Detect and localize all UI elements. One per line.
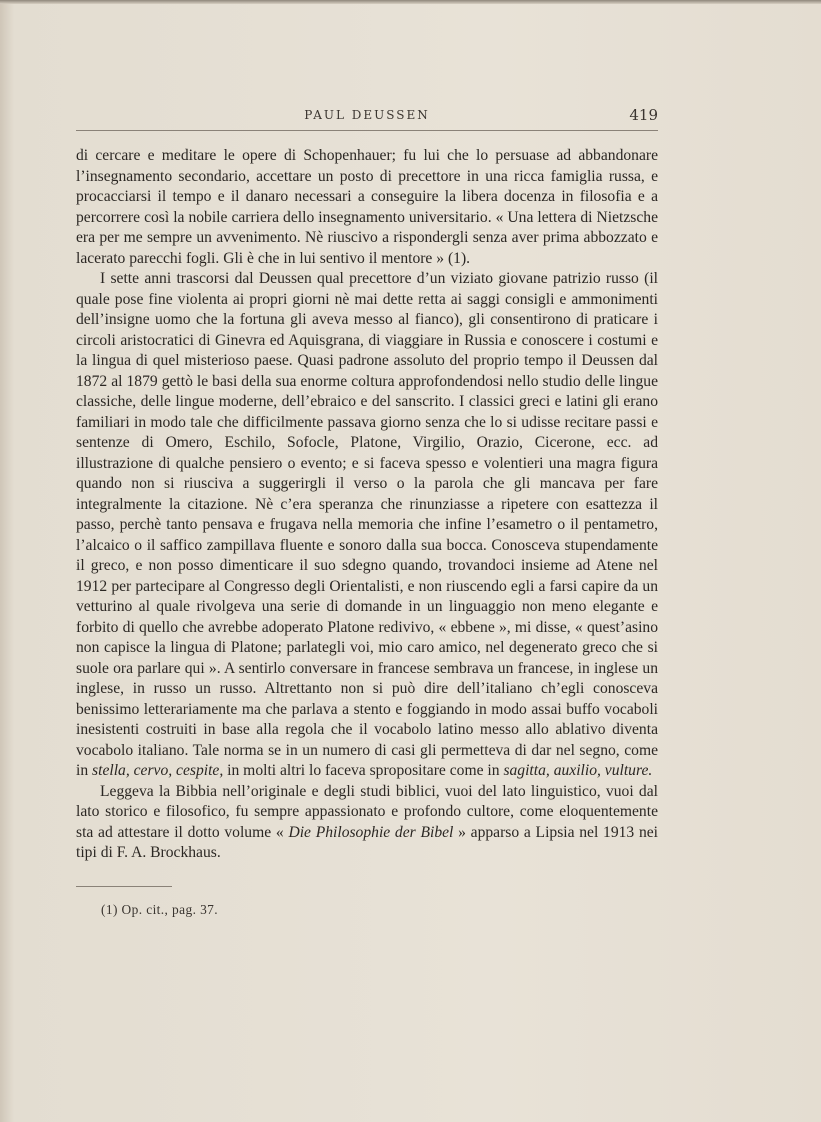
paragraph-2-text: I sette anni trascorsi dal Deussen qual precettore d’un viziato giovane patrizio russo (il quale pose fine violenta ai propri giorni nè mai dette retta ai saggi consigli e ammonimenti dell’insigne uomo che la fortuna gli aveva messo al fianco), gli consentirono di praticare i circoli aristocratici di Ginevra ed Aquisgrana, di viaggiare in Russia e conoscere i costumi e la lingua di quel misterioso paese. Quasi padrone assoluto del proprio tempo il Deussen dal 1872 al 1879 gettò le basi della sua enorme coltura approfondendosi nello studio delle lingue classiche, delle lingue moderne, dell’ebraico e del sanscrito. I classici greci e latini gli erano familiari in modo tale che difficilmente passava giorno senza che lo si udisse recitare passi e sentenze di Omero, Eschilo, Sofocle, Platone, Virgilio, Orazio, Cicerone, ecc. ad illustrazione di qualche pensiero o evento; e si faceva spesso e volentieri una magra figura quando non si riusciva a suggerirgli il verso o la parola che gli mancava per fare integralmente la citazione. Nè c’era speranza che rinunziasse a ripetere con esattezza il passo, perchè tanto pensava e frugava nella memoria che infine l’esametro o il pentametro, l’alcaico o il saffico zampillava fluente e sonoro dalla sua bocca. Conosceva stupendamente il greco, e non posso dimenticare il suo sdegno quando, trovandoci insieme ad Atene nel 1912 per partecipare al Congresso degli Orientalisti, e non riuscendo egli a farsi capire da un vetturino al quale rivolgeva una serie di domande in un linguaggio non meno elegante e forbito di quello che avrebbe adoperato Platone redivivo, « ebbene », mi disse, « quest’asino non capisce la lingua di Platone; parlategli voi, mio caro amico, nel degenerato greco che si suole ora parlare qui ». A sentirlo conversare in francese sembrava un francese, in inglese un inglese, in russo un russo. Altrettanto non si può dire dell’italiano ch’egli conosceva benissimo letterariamente ma che parlava a stento e foggiando in modo assai buffo vocaboli inesistenti costruiti in base alla regola che il vocabolo latino messo allo ablativo diventa vocabolo italiano. Tale norma se in un numero di casi gli permetteva di dar nel segno, come in	[76, 270, 658, 779]
body-text	[76, 146, 658, 864]
paragraph-1	[76, 146, 658, 269]
footnote: (1) Op. cit., pag. 37.	[101, 902, 219, 917]
paragraph-2-italic-examples: stella, cervo, cespite,	[92, 762, 224, 779]
paragraph-2	[76, 269, 658, 782]
paragraph-3-text: Leggeva la Bibbia nell’originale e degli studi biblici, vuoi del lato linguistico, vuoi dal lato storico e filosofico, fu sempre appassionato e profondo cultore, come eloquentemente sta ad attestare il dotto volume «	[76, 782, 658, 841]
paragraph-1-text: di cercare e meditare le opere di Schopenhauer; fu lui che lo persuase ad abbandonare l’insegnamento secondario, accettare un posto di precettore in una ricca famiglia russa, e procacciarsi il tempo e il danaro necessari a conseguire la libera docenza in filosofia e a percorrere così la nobile carriera dello insegnamento universitario. « Una lettera di Nietzsche era per me sempre un avvenimento. Nè riuscivo a rispondergli senza aver prima abbozzato e lacerato parecchi fogli. Gli è che in lui sentivo il mentore » (1).	[76, 147, 658, 267]
paragraph-3	[76, 782, 658, 864]
running-title: PAUL DEUSSEN	[304, 108, 430, 122]
paragraph-3-book-title: Die Philosophie der Bibel	[288, 823, 454, 841]
running-head	[76, 106, 658, 131]
paragraph-2-italic-examples-2: sagitta, auxilio, vulture.	[503, 762, 653, 779]
paragraph-3-text-continued: » apparso a Lipsia nel 1913 nei tipi di F. A. Brockhaus.	[76, 823, 659, 861]
page-number: 419	[629, 106, 658, 124]
page-top-edge	[0, 0, 821, 4]
footnote-rule	[76, 886, 172, 887]
paragraph-2-text-continued: in molti altri lo faceva spropositare come in	[227, 762, 500, 779]
